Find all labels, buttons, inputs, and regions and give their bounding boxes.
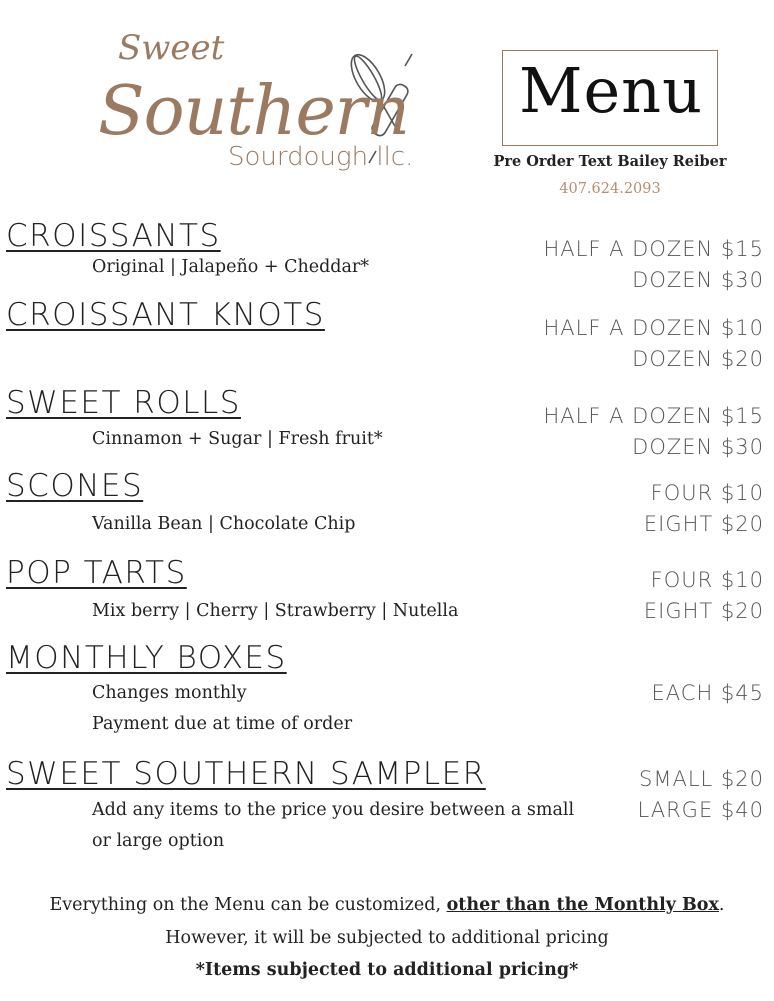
price-knots-dozen: DOZEN $20 <box>632 347 764 371</box>
footer-asterisk-note: *Items subjected to additional pricing* <box>195 960 579 980</box>
section-desc-croissants: Original | Jalapeño + Cheddar* <box>92 257 370 277</box>
section-desc-sweet-rolls: Cinnamon + Sugar | Fresh fruit* <box>92 429 383 449</box>
footer-line1-end: . <box>718 895 725 915</box>
phone-number[interactable]: 407.624.2093 <box>559 181 661 197</box>
price-knots-half: HALF A DOZEN $10 <box>543 316 764 340</box>
footer-line1-text: Everything on the Menu can be customized, <box>49 895 447 915</box>
footer-pricing-note: However, it will be subjected to additional pricing <box>165 928 609 948</box>
price-croissants-dozen: DOZEN $30 <box>632 268 764 292</box>
section-title-pop-tarts: POP TARTS <box>6 555 187 591</box>
price-poptarts-eight: EIGHT $20 <box>643 599 764 623</box>
logo-sweet: Sweet <box>118 28 225 68</box>
section-desc-sampler-2: or large option <box>92 831 225 851</box>
price-rolls-dozen: DOZEN $30 <box>632 435 764 459</box>
section-title-sweet-rolls: SWEET ROLLS <box>6 385 241 421</box>
price-sampler-small: SMALL $20 <box>639 767 764 791</box>
price-scones-four: FOUR $10 <box>650 481 764 505</box>
section-title-croissant-knots: CROISSANT KNOTS <box>6 297 325 333</box>
section-title-croissants: CROISSANTS <box>6 218 221 254</box>
price-sampler-large: LARGE $40 <box>637 798 764 822</box>
price-monthly-each: EACH $45 <box>651 681 764 705</box>
section-desc-scones: Vanilla Bean | Chocolate Chip <box>92 514 356 534</box>
price-croissants-half: HALF A DOZEN $15 <box>543 237 764 261</box>
price-scones-eight: EIGHT $20 <box>643 512 764 536</box>
logo-sourdough: Sourdough llc. <box>228 142 414 172</box>
footer-line1-emphasis: other than the Monthly Box <box>446 895 719 915</box>
menu-title: Menu <box>518 54 704 127</box>
footer-customize-note <box>0 895 774 915</box>
section-desc-sampler-1: Add any items to the price you desire between a small <box>92 800 575 820</box>
pre-order-contact: Pre Order Text Bailey Reiber <box>493 153 727 170</box>
price-rolls-half: HALF A DOZEN $15 <box>543 404 764 428</box>
price-poptarts-four: FOUR $10 <box>650 568 764 592</box>
section-title-monthly-boxes: MONTHLY BOXES <box>6 640 287 676</box>
section-desc-pop-tarts: Mix berry | Cherry | Strawberry | Nutella <box>92 601 459 621</box>
section-title-sampler: SWEET SOUTHERN SAMPLER <box>6 756 486 792</box>
section-desc-monthly-1: Changes monthly <box>92 683 247 703</box>
brand-logo <box>78 20 438 190</box>
section-title-scones: SCONES <box>6 468 144 504</box>
logo-southern: Southern <box>98 72 409 151</box>
section-desc-monthly-2: Payment due at time of order <box>92 714 353 734</box>
